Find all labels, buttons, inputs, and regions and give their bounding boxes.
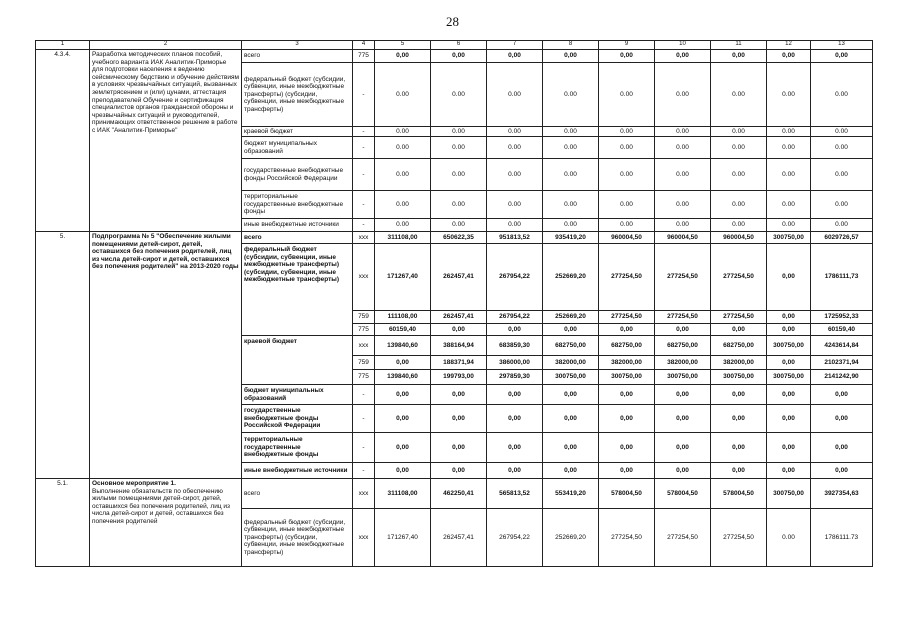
year-value: 0.00 <box>431 219 487 232</box>
budget-code: 759 <box>353 311 375 324</box>
year-value: 252669,20 <box>543 244 599 311</box>
column-header: 6 <box>431 41 487 50</box>
funding-source: всего <box>242 479 353 509</box>
year-value: 0.00 <box>655 63 711 127</box>
item-number: 5. <box>36 232 90 479</box>
year-value: 0,00 <box>487 405 543 433</box>
year-value: 0.00 <box>431 127 487 137</box>
funding-source: бюджет муниципальных образований <box>242 385 353 405</box>
year-value: 682750,00 <box>599 336 655 356</box>
year-value: 171267,40 <box>375 244 431 311</box>
column-header: 1 <box>36 41 90 50</box>
budget-code: - <box>353 405 375 433</box>
year-value: 300750,00 <box>767 479 811 509</box>
year-value: 0,00 <box>599 324 655 336</box>
year-value: 277254,50 <box>599 311 655 324</box>
year-value: 3927354,63 <box>811 479 873 509</box>
year-value: 2102371,94 <box>811 356 873 370</box>
table-row <box>36 479 873 509</box>
year-value: 300750,00 <box>599 370 655 385</box>
year-value: 0.00 <box>599 191 655 219</box>
year-value: 0,00 <box>811 463 873 479</box>
year-value: 277254,50 <box>599 244 655 311</box>
funding-source: бюджет муниципальных образований <box>242 137 353 159</box>
year-value: 0.00 <box>543 159 599 191</box>
budget-code: - <box>353 191 375 219</box>
table-body <box>36 41 873 567</box>
year-value: 0,00 <box>543 463 599 479</box>
year-value: 0.00 <box>767 219 811 232</box>
year-value: 0.00 <box>811 127 873 137</box>
year-value: 0.00 <box>811 63 873 127</box>
year-value: 0,00 <box>711 50 767 63</box>
year-value: 0,00 <box>487 433 543 463</box>
year-value: 0.00 <box>711 159 767 191</box>
year-value: 0,00 <box>375 433 431 463</box>
year-value: 578004,50 <box>711 479 767 509</box>
year-value: 311108,00 <box>375 479 431 509</box>
budget-code: - <box>353 433 375 463</box>
year-value: 0,00 <box>487 463 543 479</box>
year-value: 0.00 <box>375 137 431 159</box>
year-value: 0,00 <box>599 405 655 433</box>
year-value: 0.00 <box>543 219 599 232</box>
year-value: 277254,50 <box>711 244 767 311</box>
year-value: 0,00 <box>655 324 711 336</box>
item-number: 4.3.4. <box>36 50 90 232</box>
year-value: 0,00 <box>767 433 811 463</box>
year-value: 951813,52 <box>487 232 543 244</box>
year-value: 2141242,90 <box>811 370 873 385</box>
year-value: 0,00 <box>655 463 711 479</box>
budget-code: ххх <box>353 244 375 311</box>
year-value: 0,00 <box>655 405 711 433</box>
budget-code: 759 <box>353 356 375 370</box>
budget-code: ххх <box>353 336 375 356</box>
year-value: 0,00 <box>375 50 431 63</box>
funding-source: государственные внебюджетные фонды Российской Федерации <box>242 159 353 191</box>
year-value: 277254,50 <box>711 509 767 567</box>
funding-source: краевой бюджет <box>242 336 353 385</box>
year-value: 0,00 <box>375 385 431 405</box>
funding-source: иные внебюджетные источники <box>242 463 353 479</box>
year-value: 277254,50 <box>711 311 767 324</box>
year-value: 0,00 <box>711 463 767 479</box>
budget-code: - <box>353 463 375 479</box>
year-value: 0.00 <box>487 219 543 232</box>
year-value: 0.00 <box>811 191 873 219</box>
year-value: 650622,35 <box>431 232 487 244</box>
year-value: 0,00 <box>811 385 873 405</box>
item-title: Основное мероприятие 1. <box>92 480 176 487</box>
year-value: 0,00 <box>375 356 431 370</box>
year-value: 682750,00 <box>543 336 599 356</box>
year-value: 300750,00 <box>767 336 811 356</box>
budget-code: ххх <box>353 479 375 509</box>
funding-source: федеральный бюджет (субсидии, субвенции, иные межбюджетные трансферты) (субсидии, субвенции, иные межбюджетные трансферты) <box>242 63 353 127</box>
funding-source: государственные внебюджетные фонды Российской Федерации <box>242 405 353 433</box>
year-value: 0.00 <box>767 127 811 137</box>
funding-source: краевой бюджет <box>242 127 353 137</box>
year-value: 0.00 <box>711 191 767 219</box>
year-value: 0,00 <box>711 433 767 463</box>
year-value: 6029726,57 <box>811 232 873 244</box>
year-value: 0,00 <box>711 324 767 336</box>
year-value: 935419,20 <box>543 232 599 244</box>
year-value: 0,00 <box>431 463 487 479</box>
year-value: 139840,60 <box>375 336 431 356</box>
column-header: 5 <box>375 41 431 50</box>
year-value: 960004,50 <box>711 232 767 244</box>
year-value: 188371,94 <box>431 356 487 370</box>
year-value: 0.00 <box>487 159 543 191</box>
year-value: 0.00 <box>655 191 711 219</box>
year-value: 0,00 <box>811 405 873 433</box>
year-value: 139840,60 <box>375 370 431 385</box>
year-value: 300750,00 <box>543 370 599 385</box>
year-value: 0.00 <box>543 137 599 159</box>
year-value: 111108,00 <box>375 311 431 324</box>
year-value: 300750,00 <box>767 232 811 244</box>
year-value: 0,00 <box>431 433 487 463</box>
item-description-text: Выполнение обязательств по обеспечению жилыми помещениями детей-сирот, детей, оставшихся без попечения родителей, лиц из числа детей-сирот и детей, оставшихся без попечения родителей <box>92 487 230 525</box>
year-value: 0,00 <box>375 463 431 479</box>
budget-code: - <box>353 219 375 232</box>
year-value: 171267,40 <box>375 509 431 567</box>
year-value: 578004,50 <box>655 479 711 509</box>
budget-code: - <box>353 159 375 191</box>
year-value: 0.00 <box>811 159 873 191</box>
year-value: 565813,52 <box>487 479 543 509</box>
year-value: 0,00 <box>487 50 543 63</box>
year-value: 0.00 <box>375 191 431 219</box>
year-value: 0,00 <box>767 311 811 324</box>
year-value: 0.00 <box>487 191 543 219</box>
column-header: 10 <box>655 41 711 50</box>
column-header: 9 <box>599 41 655 50</box>
year-value: 60159,40 <box>375 324 431 336</box>
year-value: 4243614,84 <box>811 336 873 356</box>
year-value: 300750,00 <box>767 370 811 385</box>
year-value: 0,00 <box>431 324 487 336</box>
year-value: 0.00 <box>811 219 873 232</box>
year-value: 0,00 <box>711 385 767 405</box>
budget-code: ххх <box>353 232 375 244</box>
year-value: 0.00 <box>431 137 487 159</box>
year-value: 252669,20 <box>543 311 599 324</box>
year-value: 267954,22 <box>487 311 543 324</box>
budget-code: 775 <box>353 50 375 63</box>
year-value: 1786111,73 <box>811 244 873 311</box>
budget-table <box>35 40 873 567</box>
year-value: 0.00 <box>655 159 711 191</box>
year-value: 0.00 <box>599 137 655 159</box>
year-value: 0,00 <box>543 405 599 433</box>
year-value: 0,00 <box>599 433 655 463</box>
year-value: 0.00 <box>767 63 811 127</box>
year-value: 382000,00 <box>543 356 599 370</box>
year-value: 382000,00 <box>711 356 767 370</box>
year-value: 0.00 <box>375 159 431 191</box>
year-value: 578004,50 <box>599 479 655 509</box>
page-number: 28 <box>446 14 459 29</box>
year-value: 199793,00 <box>431 370 487 385</box>
funding-source: всего <box>242 50 353 63</box>
budget-code: - <box>353 63 375 127</box>
year-value: 297859,30 <box>487 370 543 385</box>
year-value: 0,00 <box>375 405 431 433</box>
year-value: 0,00 <box>431 385 487 405</box>
year-value: 252669,20 <box>543 509 599 567</box>
year-value: 0.00 <box>487 63 543 127</box>
year-value: 0,00 <box>599 385 655 405</box>
year-value: 0.00 <box>375 63 431 127</box>
year-value: 0.00 <box>767 137 811 159</box>
year-value: 0,00 <box>655 433 711 463</box>
table-row <box>36 232 873 244</box>
item-description <box>90 232 242 479</box>
year-value: 0.00 <box>543 191 599 219</box>
year-value: 0,00 <box>767 385 811 405</box>
year-value: 0.00 <box>599 63 655 127</box>
column-header: 8 <box>543 41 599 50</box>
year-value: 0.00 <box>655 219 711 232</box>
year-value: 0,00 <box>767 50 811 63</box>
year-value: 0.00 <box>487 137 543 159</box>
funding-source: федеральный бюджет (субсидии, субвенции, иные межбюджетные трансферты) (субсидии, субвенции, иные межбюджетные трансферты) <box>242 244 353 336</box>
column-header: 12 <box>767 41 811 50</box>
year-value: 682750,00 <box>711 336 767 356</box>
item-description-text: Разработка методических планов пособий, учебного варианта ИАК Аналитик-Приморье для подготовки населения к ведению сейсмическому бедствию и обучение действиям в условиях чрезвычайных ситуаций, вызванных землетрясением и (или) цунами, аттестация преподавателей Обучение и сертификация специалистов органов гражданской обороны и чрезвычайных ситуаций и руководителей, принимающих ответственное решение в работе с ИАК "Аналитик-Приморье" <box>92 51 239 134</box>
year-value: 960004,50 <box>655 232 711 244</box>
budget-code: - <box>353 385 375 405</box>
year-value: 0.00 <box>767 159 811 191</box>
year-value: 682750,00 <box>655 336 711 356</box>
year-value: 0,00 <box>487 324 543 336</box>
year-value: 0,00 <box>655 385 711 405</box>
year-value: 0,00 <box>543 50 599 63</box>
year-value: 267954,22 <box>487 244 543 311</box>
budget-code: ххх <box>353 509 375 567</box>
year-value: 0.00 <box>767 191 811 219</box>
year-value: 0,00 <box>599 463 655 479</box>
column-header: 13 <box>811 41 873 50</box>
year-value: 0.00 <box>711 137 767 159</box>
year-value: 60159,40 <box>811 324 873 336</box>
year-value: 0,00 <box>811 50 873 63</box>
year-value: 0,00 <box>711 405 767 433</box>
year-value: 0,00 <box>655 50 711 63</box>
year-value: 311108,00 <box>375 232 431 244</box>
year-value: 277254,50 <box>655 509 711 567</box>
budget-code: 775 <box>353 370 375 385</box>
column-header: 2 <box>90 41 242 50</box>
year-value: 0,00 <box>767 463 811 479</box>
funding-source: территориальные государственные внебюджетные фонды <box>242 191 353 219</box>
year-value: 1725952,33 <box>811 311 873 324</box>
year-value: 0.00 <box>543 63 599 127</box>
year-value: 0,00 <box>599 50 655 63</box>
column-header: 3 <box>242 41 353 50</box>
year-value: 0.00 <box>655 127 711 137</box>
item-description-text: Подпрограмма № 5 "Обеспечение жилыми помещениями детей-сирот, детей, оставшихся без попечения родителей, лиц из числа детей-сирот и детей, оставшихся без попечения родителей" на 2013-2020 годы <box>92 233 239 271</box>
year-value: 386000,00 <box>487 356 543 370</box>
item-number: 5.1. <box>36 479 90 567</box>
year-value: 462250,41 <box>431 479 487 509</box>
year-value: 262457,41 <box>431 509 487 567</box>
column-header-row <box>36 41 873 50</box>
year-value: 0.00 <box>431 63 487 127</box>
year-value: 300750,00 <box>711 370 767 385</box>
year-value: 0.00 <box>431 159 487 191</box>
year-value: 382000,00 <box>599 356 655 370</box>
column-header: 11 <box>711 41 767 50</box>
year-value: 0,00 <box>431 50 487 63</box>
year-value: 267954,22 <box>487 509 543 567</box>
year-value: 553419,20 <box>543 479 599 509</box>
year-value: 0,00 <box>543 324 599 336</box>
year-value: 0,00 <box>767 244 811 311</box>
year-value: 0.00 <box>375 127 431 137</box>
year-value: 0.00 <box>711 127 767 137</box>
year-value: 0,00 <box>767 356 811 370</box>
year-value: 0.00 <box>599 159 655 191</box>
item-description <box>90 50 242 232</box>
funding-source: иные внебюджетные источники <box>242 219 353 232</box>
column-header: 7 <box>487 41 543 50</box>
budget-code: - <box>353 127 375 137</box>
year-value: 0.00 <box>599 127 655 137</box>
year-value: 277254,50 <box>599 509 655 567</box>
funding-source: территориальные государственные внебюджетные фонды <box>242 433 353 463</box>
year-value: 0.00 <box>767 509 811 567</box>
year-value: 683859,30 <box>487 336 543 356</box>
year-value: 0,00 <box>431 405 487 433</box>
year-value: 277254,50 <box>655 244 711 311</box>
funding-source: всего <box>242 232 353 244</box>
year-value: 0.00 <box>655 137 711 159</box>
year-value: 277254,50 <box>655 311 711 324</box>
year-value: 0,00 <box>767 324 811 336</box>
year-value: 0.00 <box>431 191 487 219</box>
year-value: 0,00 <box>811 433 873 463</box>
year-value: 300750,00 <box>655 370 711 385</box>
year-value: 0.00 <box>375 219 431 232</box>
year-value: 382000,00 <box>655 356 711 370</box>
year-value: 0.00 <box>599 219 655 232</box>
funding-source: федеральный бюджет (субсидии, субвенции, иные межбюджетные трансферты) (субсидии, субвенции, иные межбюджетные трансферты) <box>242 509 353 567</box>
table-row <box>36 50 873 63</box>
budget-code: 775 <box>353 324 375 336</box>
year-value: 1786111.73 <box>811 509 873 567</box>
year-value: 0,00 <box>767 405 811 433</box>
year-value: 0.00 <box>711 219 767 232</box>
year-value: 0.00 <box>811 137 873 159</box>
year-value: 262457,41 <box>431 311 487 324</box>
year-value: 0.00 <box>487 127 543 137</box>
year-value: 262457,41 <box>431 244 487 311</box>
budget-code: - <box>353 137 375 159</box>
year-value: 0,00 <box>543 433 599 463</box>
column-header: 4 <box>353 41 375 50</box>
year-value: 0.00 <box>543 127 599 137</box>
year-value: 0.00 <box>711 63 767 127</box>
year-value: 0,00 <box>487 385 543 405</box>
year-value: 0,00 <box>543 385 599 405</box>
year-value: 388164,94 <box>431 336 487 356</box>
year-value: 960004,50 <box>599 232 655 244</box>
item-description <box>90 479 242 567</box>
